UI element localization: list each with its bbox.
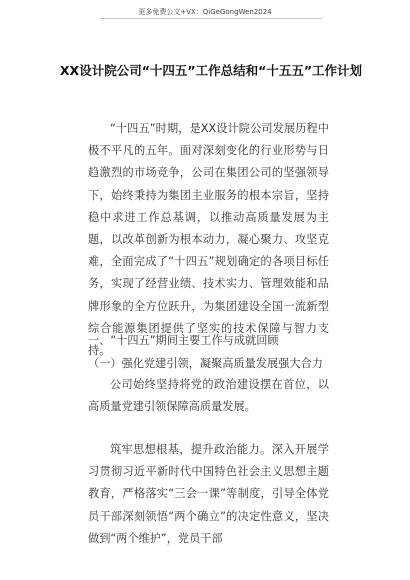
- intro-paragraph: “十四五”时期，是XX设计院公司发展历程中极不平凡的五年。面对深刻变化的行业形势与日趋激烈的市场竞争，公司在集团公司的坚强领导下，始终秉持为集团主业服务的根本宗旨，坚持稳中求进工作总基调，以推动高质量发展为主题，以改革创新为根本动力，凝心聚力、攻坚克难，全面完成了“十四五”规划确定的各项目标任务，实现了经营业绩、技术实力、管理效能和品牌形象的全方位跃升，为集团建设全国一流新型综合能源集团提供了坚实的技术保障与智力支持。: [88, 122, 329, 358]
- body-paragraph-2: 公司始终坚持将党的政治建设摆在首位，以高质量党建引领保障高质量发展。: [88, 378, 329, 414]
- document-title: XX设计院公司“十四五”工作总结和“十五五”工作计划: [59, 63, 363, 78]
- section-heading: 一、“十四五”期间主要工作与成就回顾: [88, 334, 279, 347]
- header-divider: [100, 18, 322, 19]
- body-paragraph-3: 筑牢思想根基，提升政治能力。深入开展学习贯彻习近平新时代中国特色社会主义思想主题教育，严格落实“三会一课”等制度，引导全体党员干部深刻领悟“两个确立”的决定性意义，坚决做到“两个维护”，党员干部: [88, 443, 329, 545]
- subsection-heading: （一）强化党建引领，凝聚高质量发展强大合力: [88, 357, 323, 370]
- header-note: 更多免费公文+VX：QiGeGongWen2024: [138, 8, 272, 16]
